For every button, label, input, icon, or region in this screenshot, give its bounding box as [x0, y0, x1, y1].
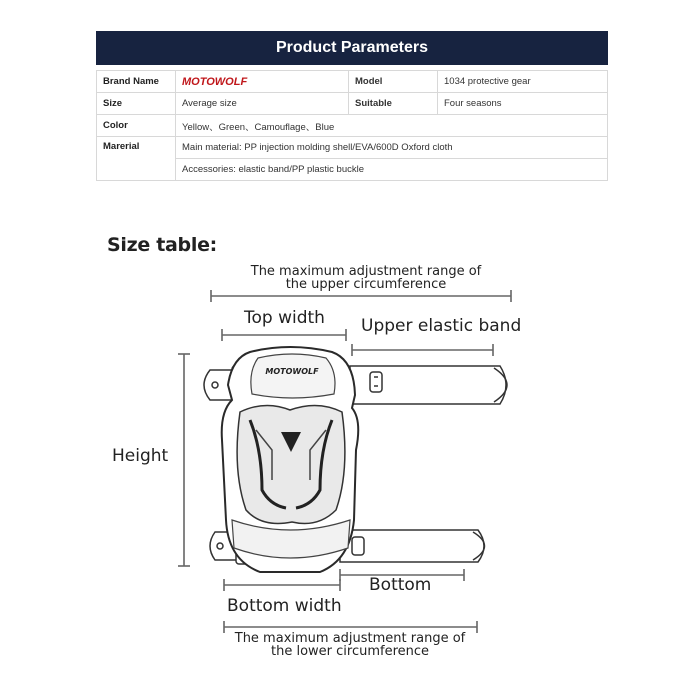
accessories-value: Accessories: elastic band/PP plastic buckle [176, 159, 608, 181]
material-label: Marerial [97, 137, 176, 181]
pad-logo: MOTOWOLF [265, 367, 319, 376]
lower-strap [340, 530, 485, 562]
knee-pad-shell [222, 347, 359, 572]
lower-range-line1: The maximum adjustment range of [234, 631, 466, 646]
size-value: Average size [176, 93, 349, 115]
lower-range-label [200, 632, 500, 658]
brand-name-label: Brand Name [97, 71, 176, 93]
upper-range-line1: The maximum adjustment range of [250, 264, 482, 279]
brand-name-value: MOTOWOLF [182, 75, 248, 88]
lower-range-line2: the lower circumference [270, 644, 430, 659]
color-value: Yellow、Green、Camouflage、Blue [176, 115, 608, 137]
suitable-label: Suitable [349, 93, 438, 115]
upper-range-line2: the upper circumference [285, 277, 447, 292]
bottom-label: Bottom [369, 575, 432, 595]
upper-range-label [216, 265, 516, 291]
suitable-value: Four seasons [438, 93, 608, 115]
size-table-title: Size table: [107, 234, 217, 256]
product-parameters-header: Product Parameters [96, 31, 608, 65]
color-label: Color [97, 115, 176, 137]
upper-elastic-band-label: Upper elastic band [361, 316, 522, 336]
upper-strap [350, 366, 507, 404]
model-label: Model [349, 71, 438, 93]
main-material-value: Main material: PP injection molding shell/EVA/600D Oxford cloth [176, 137, 608, 159]
size-label: Size [97, 93, 176, 115]
model-value: 1034 protective gear [438, 71, 608, 93]
bottom-width-label: Bottom width [227, 596, 342, 616]
height-label: Height [112, 446, 169, 466]
top-width-label: Top width [244, 308, 325, 328]
